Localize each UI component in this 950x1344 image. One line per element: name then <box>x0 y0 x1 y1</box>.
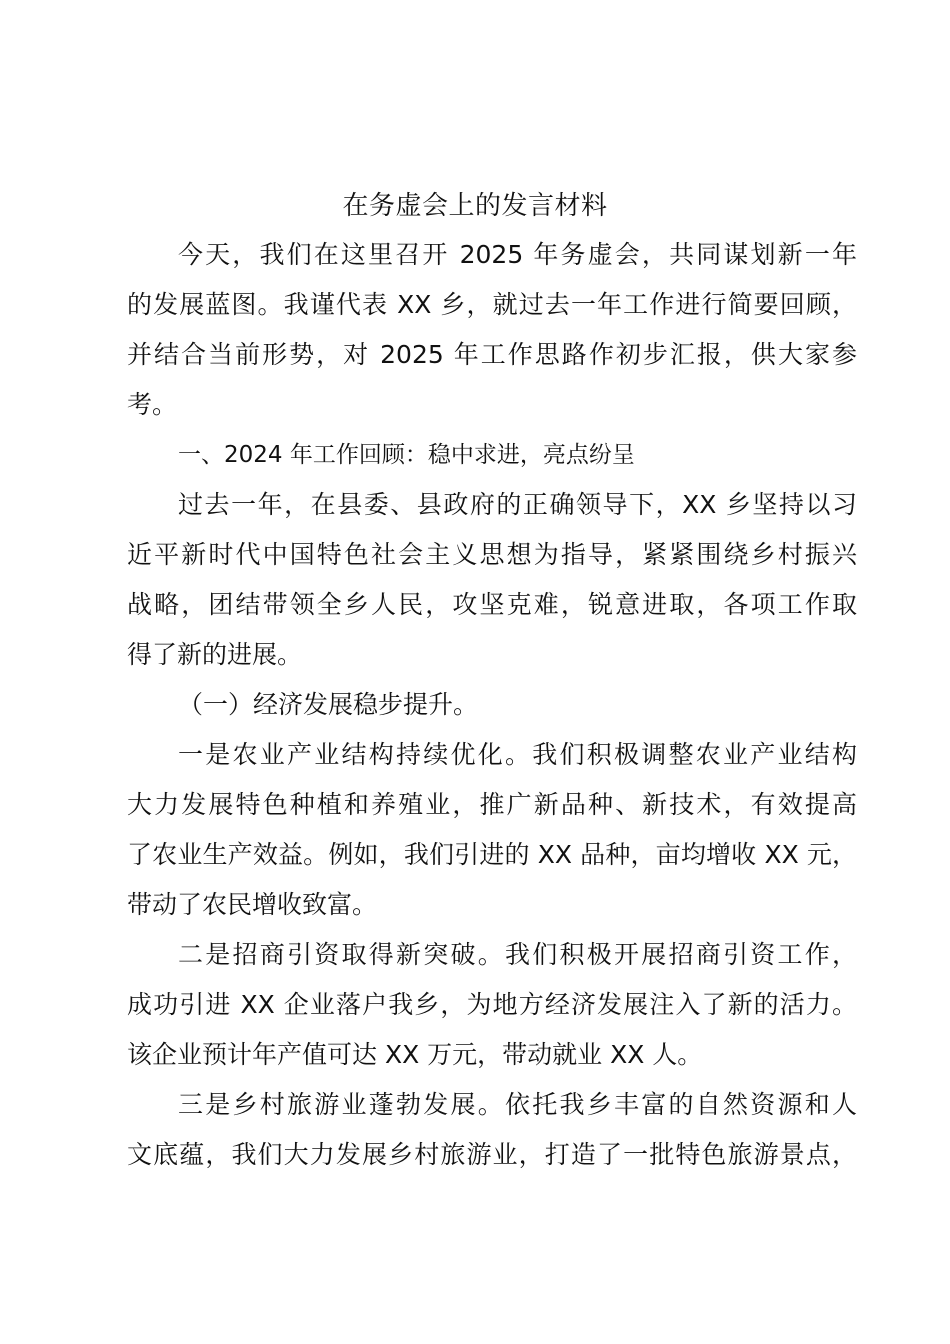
paragraph-line: 的发展蓝图。我谨代表 XX 乡，就过去一年工作进行简要回顾， <box>127 290 857 319</box>
paragraph-line: 带动了农民增收致富。 <box>127 890 378 919</box>
paragraph-line: 考。 <box>127 390 178 419</box>
paragraph-line: 大力发展特色种植和养殖业，推广新品种、新技术，有效提高 <box>127 790 857 819</box>
section-heading: 一、2024 年工作回顾：稳中求进，亮点纷呈 <box>178 442 635 468</box>
paragraph-line: 一是农业产业结构持续优化。我们积极调整农业产业结构 <box>178 740 857 769</box>
paragraph-line: 成功引进 XX 企业落户我乡，为地方经济发展注入了新的活力。 <box>127 990 857 1019</box>
paragraph-line: 三是乡村旅游业蓬勃发展。依托我乡丰富的自然资源和人 <box>178 1090 857 1119</box>
paragraph-line: 过去一年，在县委、县政府的正确领导下，XX 乡坚持以习 <box>178 490 857 519</box>
paragraph-line: 战略，团结带领全乡人民，攻坚克难，锐意进取，各项工作取 <box>127 590 857 619</box>
paragraph-line: 今天，我们在这里召开 2025 年务虚会，共同谋划新一年 <box>178 240 857 269</box>
paragraph-line: 了农业生产效益。例如，我们引进的 XX 品种，亩均增收 XX 元， <box>127 840 857 869</box>
paragraph-line: 并结合当前形势，对 2025 年工作思路作初步汇报，供大家参 <box>127 340 857 369</box>
document-title: 在务虚会上的发言材料 <box>342 191 608 221</box>
subsection-heading: （一）经济发展稳步提升。 <box>178 690 479 719</box>
paragraph-line: 得了新的进展。 <box>127 640 303 669</box>
paragraph-line: 该企业预计年产值可达 XX 万元，带动就业 XX 人。 <box>127 1040 703 1069</box>
paragraph-line: 二是招商引资取得新突破。我们积极开展招商引资工作， <box>178 940 857 969</box>
paragraph-line: 文底蕴，我们大力发展乡村旅游业，打造了一批特色旅游景点， <box>127 1140 857 1169</box>
paragraph-line: 近平新时代中国特色社会主义思想为指导，紧紧围绕乡村振兴 <box>127 540 857 569</box>
